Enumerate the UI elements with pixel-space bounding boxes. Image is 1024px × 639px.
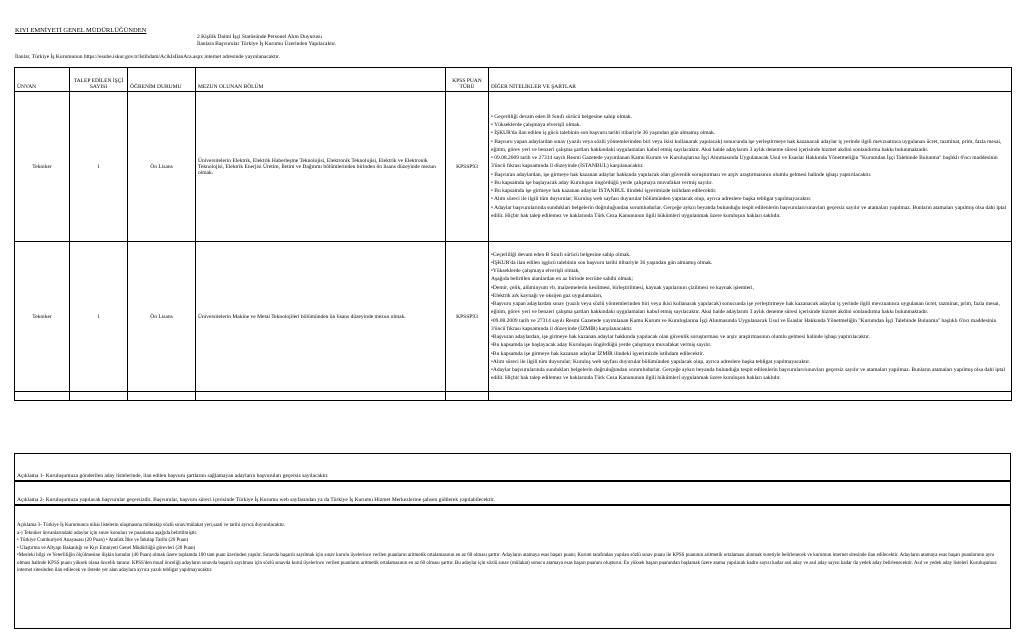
requirement-item: • Bu kapsamda işe başlayacak aday Kuruluşun öngördüğü yerde çalışmaya muvafakat vermiş sayılır.: [491, 179, 713, 186]
requirement-item: •Geçerliliği devam eden B Sınıfı sürücü belgesine sahip olmak.: [491, 251, 631, 258]
note-3-line: a-) Tekniker ünvanlarındaki adaylar için sınav konuları ve puanlama aşağıda belirtilmiştir.: [17, 530, 198, 536]
requirement-item: •İŞKUR'da ilan edilen işgücü talebinin son başvuru tarihi itibariyle 36 yaşından gün almamış olmak.: [491, 259, 713, 266]
requirement-item: • İŞKUR'da ilan edilen iş gücü talebinin son başvuru tarihi itibariyle 36 yaşından gün almamış olmak.: [491, 130, 716, 137]
note-1-box: [14, 453, 1011, 481]
requirement-item: • Bu kapsamda işe girmeye hak kazanan adaylar İSTANBUL ilindeki işyerimizde istihdam edilecektir.: [491, 188, 717, 195]
empty-row: [15, 392, 1012, 401]
col-header-education: ÖĞRENİM DURUMU: [128, 68, 196, 92]
requirement-item: •Başvuran adaylardan, işe girmeye hak kazanan adaylar hakkında yapılacak olan güvenlik soruşturması ve arşiv araştırmasının olumlu gelmesi halinde işbaşı yaptırılacaktır.: [491, 334, 871, 340]
col-header-kpss: KPSS PUAN TÜRÜ: [446, 68, 489, 92]
count-cell: 1: [70, 242, 128, 392]
requirement-item: •Bu kapsamda işe başlayacak aday Kuruluşun öngördüğü yerde çalışmaya muvafakat vermiş sayılır.: [491, 342, 712, 349]
note-1: Açıklama 1- Kuruluşumuza gönderilen aday listelerinde, ilan edilen başvuru şartlarını sağlamayan adayların başvuruları geçersiz sayılacaktır.: [17, 473, 329, 479]
col-header-title: ÜNVAN: [15, 68, 70, 92]
table-row: [15, 92, 1012, 242]
note-3-box: [14, 505, 1011, 629]
requirement-item: •Elektrik ark kaynağı ve oksijen gaz uygulamaları,: [491, 292, 603, 299]
empty-cell: [15, 392, 70, 401]
kpss-cell: KPSSP93: [446, 92, 489, 242]
empty-cell: [196, 392, 446, 401]
requirement-item: • Başvuru yapan adaylardan sınav (yazılı veya sözlü yöntemlerinden biri veya ikisi kullanarak yapılacak) sonucunda işe yerleştirmeye hak kazanacak adaylar iş yerinde ilgili mevzuatınca uygulanan ücret, tazminat, prim, fazla mesai, eğitim, görev yeri ve benzeri çalışma şartları hakkındaki uygulamaları kabul etmiş sayılacaktır. Aksi halde adaylarım 3 aylık deneme süresi içerisinde hizmet akdini sonlandırma hakkı bulunmaktadır.: [491, 138, 1002, 153]
requirement-item: • 09.08.2009 tarih ve 27314 sayılı Resmi Gazetede yayımlanan Kamu Kurum ve Kuruluşlarına İşçi Alınmasında Uygulanacak Usul ve Esaslar Hakkında Yönetmeliğin "Kurumdan İşçi Talebinde Bulunma" başlıklı 6'ncı maddesinin 3'üncü fıkrası kapsamında il düzeyinde (İSTANBUL) karşılanacaktır.: [491, 155, 998, 170]
col-header-count: TALEP EDİLEN İŞÇİ SAYISI: [70, 68, 128, 92]
note-3-line: •Mesleki bilgi ve Yeterliliğin ölçülmesine ilişkin konular (40 Puan) olmak üzere toplamda 100 tam puan üzerinden yapılır. Sınavda başarılı sayılmak için sınav kurulu üyelerince verilen puanların aritmetik ortalamasının en az 60 olması şarttır. Adayların atamaya esas başarı puanı; Kurum tarafından yapılan sözlü sınav puanı ile KPSS puanının aritmetik ortalaması alınmak suretiyle belirlenecek ve kurumun internet sitesinde ilan edilecektir. Adayların atamaya esas başarı puanlarının aynı olması halinde KPSS puanı yüksek olana öncelik tanınır. KPSS'den muaf önceliği adayların sınavda başarılı sayılması için sözlü sınavda kurul üyelerince verilen puanların aritmetik ortalamasının en az 60 olması şarttır. Bu adaylar için sözlü sınav (mülakat) sonucu atamaya esas başarı puanını oluşturur. En yüksek başarı puanından başlamak üzere atama yapılacak kadro sayısı kadar asıl aday ve asıl aday sayısı kadar da yedek aday belirlenecektir. Asıl ve yedek aday listeleri Kuruluşumuz internet sitesinden ilan edilecek ve listede yer alan adaylara ayrıca yazılı tebligat yapılmayacaktır.: [17, 553, 997, 573]
title-cell: Tekniker: [15, 242, 70, 392]
empty-cell: [489, 392, 1012, 401]
col-header-department: MEZUN OLUNAN BÖLÜM: [196, 68, 446, 92]
requirement-item: •Başvuru yapan adaylardan sınav (yazılı veya sözlü yöntemlerinden biri veya ikisi kullanarak yapılacak) sonucunda işe yerleştirmeye hak kazanacak adaylar iş yerinde ilgili mevzuatınca uygulanan ücret, tazminat, prim, fazla mesai, eğitim, görev yeri ve benzeri çalışma şartları hakkındaki uygulamaları kabul etmiş sayılacaktır. Aksi halde adaylarım 3 aylık deneme süresi içerisinde hizmet akdini sonlandırma hakkı bulunmaktadır.: [491, 301, 1000, 316]
table-row: [15, 242, 1012, 392]
organization-name: KIYI EMNİYETİ GENEL MÜDÜRLÜĞÜNDEN: [15, 27, 147, 34]
requirement-item: • Yükseklerde çalışmaya elverişli olmak.: [491, 122, 581, 129]
empty-cell: [446, 392, 489, 401]
note-3-line: • Ulaştırma ve Altyapı Bakanlığı ve Kıyı Emniyeti Genel Müdürlüğü görevleri (20 Puan): [17, 545, 196, 551]
empty-cell: [128, 392, 196, 401]
requirement-item: Aşağıda belirtilen alanlardan en az birinde tecrübe sahibi olmak;: [491, 276, 634, 283]
requirement-item: •Demir, çelik, alüminyum vb. malzemelerin kesilmesi, birleştirilmesi, kaynak yapılarının çizilmesi ve kaynak işlemleri,: [491, 284, 754, 291]
requirement-item: • Geçerliliği devam eden B Sınıfı sürücü belgesine sahip olmak.: [491, 113, 632, 120]
requirements-cell: [489, 92, 1012, 242]
department-cell: Üniversitelerin Elektrik, Elektrik Haberleşme Teknolojisi, Elektronik Teknolojisi, Elektrik ve Elektronik Teknolojisi, Elektrik Enerjisi Üretim, İletim ve Dağıtımı bölümlerinden birinden ön lisans düzeyinde mezun olmak.: [196, 92, 446, 242]
note-2: Açıklama 2- Kuruluşumuza yapılacak başvurular geçersizdir. Başvurular, başvuru süreci içerisinde Türkiye İş Kurumu web sayfasından ya da Türkiye İş Kurumu Hizmet Merkezlerine şahsen gidilerek yapılabilecektir.: [17, 497, 495, 503]
requirement-item: •Yükseklerde çalışmaya elverişli olmak,: [491, 268, 580, 274]
requirement-item: •Bu kapsamda işe girmeye hak kazanan adaylar İZMİR ilindeki işyerimizde istihdam edilecektir.: [491, 350, 704, 357]
note-3-line: • Türkiye Cumhuriyeti Anayasası (20 Puan) • Atatürk İlke ve İnkılap Tarihi (20 Puan): [17, 538, 189, 543]
requirements-cell: [489, 242, 1012, 392]
title-cell: Tekniker: [15, 92, 70, 242]
requirement-item: • Adaylar başvurularında sundukları belgelerin doğruluğundan sorumludurlar. Gerçeğe aykırı beyanda bulunduğu tespit edilenlerin başvuruları/sınavları geçersiz sayılır ve atamaları yapılmaz. Bunların atamaları yapılmış olsa dahi iptal edilir. Hiçbir hak talep edilemez ve haklarında Türk Ceza Kanununun ilgili hükümleri uygulanmak üzere kuruluşun hakları saklıdır.: [491, 204, 1007, 219]
platform-note: İlanlar, Türkiye İş Kurumunun https://esube.iskur.gov.tr/Istihdam/AcikIsIlanAra.aspx internet adresinde yayınlanacaktır.: [15, 54, 280, 60]
department-cell: Üniversitelerin Makine ve Metal Teknolojileri bölümünden ön lisans düzeyinde mezun olmak.: [196, 242, 446, 392]
col-header-requirements: DİĞER NİTELİKLER VE ŞARTLAR: [489, 68, 1012, 92]
education-cell: Ön Lisans: [128, 92, 196, 242]
note-3-line: Açıklama 3- Türkiye İş Kurumunca nihai listelerin ulaşmasına müteakip sözlü sınav/mülakat yeri,saati ve tarihi ayrıca duyurulacaktır.: [17, 523, 286, 528]
note-2-box: [14, 481, 1011, 505]
announcement-subtitle: [197, 34, 336, 49]
requirement-item: •09.08.2009 tarih ve 27314 sayılı Resmi Gazetede yayımlanan Kamu Kurum ve Kuruluşlarına İşçi Alınmasında Uygulanacak Usul ve Esaslar Hakkında Yönetmeliğin "Kurumdan İşçi Talebinde Bulunma" başlıklı 6'ncı maddesinin 3'üncü fıkrası kapsamında il düzeyinde (İZMİR) karşılanacaktır.: [491, 317, 997, 332]
positions-table: [14, 67, 1012, 401]
requirement-item: • Başvuran adaylardan, işe girmeye hak kazanan adaylar hakkında yapılacak olan güvenlik soruşturması ve arşiv araştırmasının olumlu gelmesi halinde işbaşı yaptırılacaktır.: [491, 171, 872, 178]
requirement-item: •Alım süreci ile ilgili tüm duyurular; Kuruluş web sayfası duyurular bölümünden yapılacak olup, ayrıca adreslere başka tebligat yapılmayacaktır.: [491, 358, 811, 365]
count-cell: 1: [70, 92, 128, 242]
announcement-title: 2 Kişilik Daimi İşçi Statüsünde Personel Alım Duyurusu: [197, 34, 322, 40]
kpss-cell: KPSSP93: [446, 242, 489, 392]
requirement-item: •Adaylar başvurularında sundukları belgelerin doğruluğundan sorumludurlar. Gerçeğe aykırı beyanda bulunduğu tespit edilenlerin başvuruları/sınavları geçersiz sayılır ve atamaları yapılmaz. Bunların atamaları yapılmış olsa dahi iptal edilir. Hiçbir hak talep edilemez ve haklarında Türk Ceza Kanununun ilgili hükümleri uygulanmak üzere kuruluşun hakları saklıdır.: [491, 367, 1006, 382]
education-cell: Ön Lisans: [128, 242, 196, 392]
empty-cell: [70, 392, 128, 401]
requirement-item: • Alım süreci ile ilgili tüm duyurular; Kuruluş web sayfası duyurular bölümünden yapılacak olup, ayrıca adreslere başka tebligat yapılmayacaktır.: [491, 196, 812, 203]
table-header-row: [15, 68, 1012, 92]
application-note: İlanlara Başvurular Türkiye İş Kurumu Üzerinden Yapılacaktır.: [197, 41, 337, 48]
